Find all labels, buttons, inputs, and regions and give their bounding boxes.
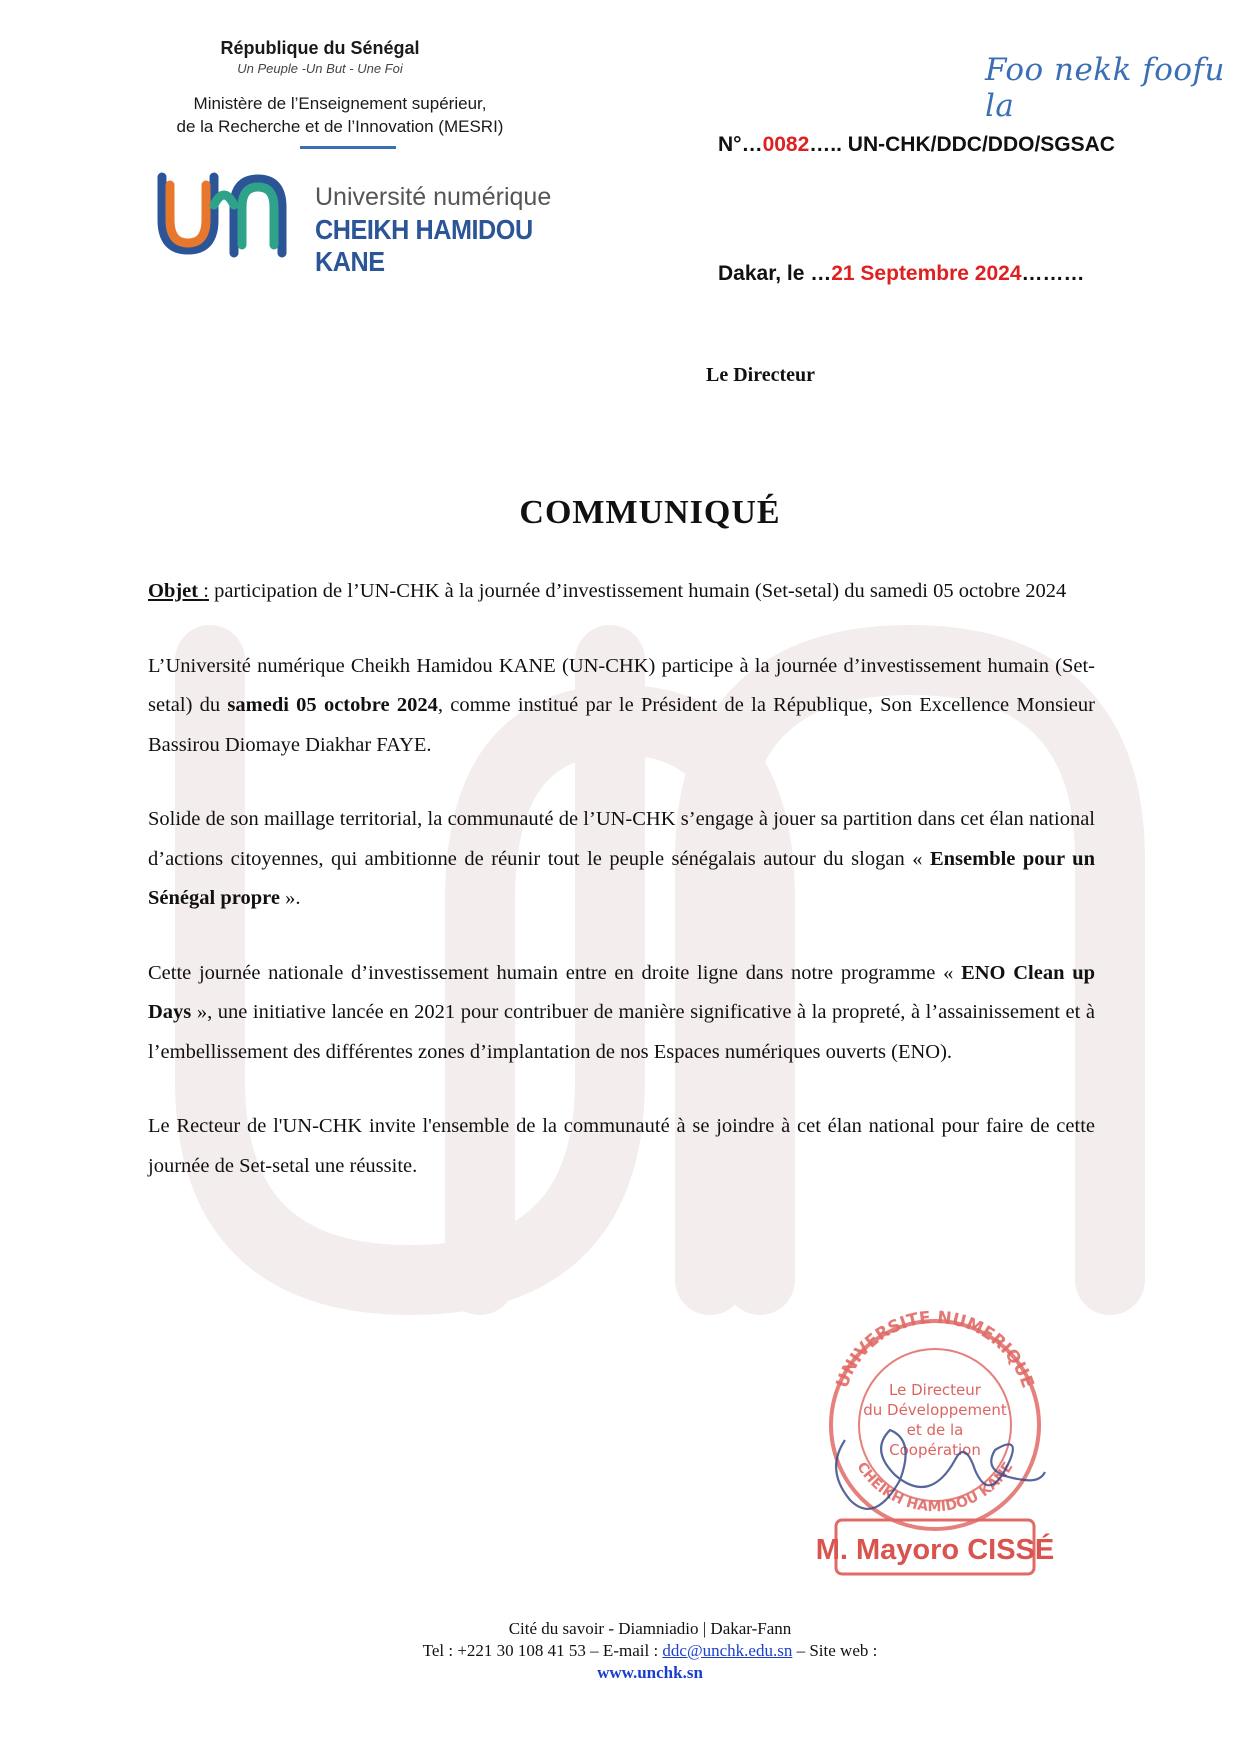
paragraph-2 [148,800,1095,919]
ministry-name [150,92,530,138]
signatory-header: Le Directeur [706,364,816,386]
footer-site-prefix: – Site web : [792,1641,878,1660]
document-body [148,572,1095,1221]
university-name-line-1: Université numérique [315,183,552,211]
university-logo [150,165,570,277]
paragraph-1-text: L’Université numérique Cheikh Hamidou KANE (UN-CHK) participe à la journée d’investissement humain (Set-setal) du [148,654,1095,716]
paragraph-2-bold: Ensemble pour un Sénégal propre [148,847,1095,909]
national-motto: Un Peuple -Un But - Une Foi [237,61,403,76]
paragraph-3 [148,954,1095,1073]
paragraph-1-bold: samedi 05 octobre 2024 [227,694,438,716]
object-colon: : [203,580,209,602]
paragraph-2-text-end: ». [279,887,301,909]
stamp-ring-text: UNIVERSITE NUMERIQUE [832,1307,1038,1391]
paragraph-3-text: Cette journée nationale d’investissement humain entre en droite ligne dans notre programme « [148,961,962,984]
object-paragraph [148,572,1095,612]
paragraph-4: Le Recteur de l'UN-CHK invite l'ensemble de la communauté à se joindre à cet élan national pour faire de cette journée de Set-setal une réussite. [148,1115,1095,1177]
stamp-line-1: Le Directeur [889,1381,981,1399]
reference-prefix: N°… [718,133,763,156]
reference-number-value: 0082 [762,133,810,156]
footer-tel: Tel : +221 30 108 41 53 – E-mail : [422,1641,663,1660]
stamp-line-4: Coopération [889,1441,981,1459]
document-title: COMMUNIQUÉ [519,494,781,531]
stamp-name: M. Mayoro CISSÉ [815,1534,1055,1566]
paragraph-1-text-end: , comme institué par le Président de la République, Son Excellence Monsieur Bassirou Diomaye Diakhar FAYE. [148,694,1095,756]
paragraph-3-bold: ENO Clean up Days [148,961,1095,1023]
object-label: Objet [148,580,204,602]
header-divider [300,146,396,149]
unchk-logo-icon [150,165,300,265]
ministry-line-2: de la Recherche et de l’Innovation (MESRI) [176,117,504,136]
object-text: participation de l’UN-CHK à la journée d’investissement humain (Set-setal) du samedi 05 octobre 2024 [208,580,1067,602]
header-institution [150,38,570,149]
stamp-bottom-ring-text: CHEIKH HAMIDOU KANE [853,1459,1017,1516]
paragraph-2-text: Solide de son maillage territorial, la communauté de l’UN-CHK s’engage à jouer sa partition dans cet élan national d’actions citoyennes, qui ambitionne de réunir tout le peuple sénégalais autour du slogan « [148,808,1095,870]
email-link[interactable]: ddc@unchk.edu.sn [662,1641,793,1660]
stamp-line-2: du Développement [863,1401,1007,1419]
republic-name: République du Sénégal [220,38,420,58]
reference-suffix: ….. UN-CHK/DDC/DDO/SGSAC [809,133,1115,156]
website-link[interactable]: www.unchk.sn [597,1663,703,1682]
footer [30,1618,1240,1684]
official-stamp [815,1300,1055,1580]
date-prefix: Dakar, le … [718,262,832,285]
paragraph-1 [148,647,1095,766]
university-name-line-2: CHEIKH HAMIDOU KANE [315,214,533,277]
reference-number [718,133,1115,157]
ministry-line-1: Ministère de l’Enseignement supérieur, [193,94,487,113]
stamp-line-3: et de la [906,1421,964,1439]
document-date [718,262,1085,286]
paragraph-3-text-end: », une initiative lancée en 2021 pour contribuer de manière significative à la propreté, à l’assainissement et à l’embellissement des différentes zones d’implantation de nos Espaces numériques ouverts (ENO). [148,1001,1095,1063]
date-value: 21 Septembre 2024 [831,262,1022,285]
date-suffix: ……… [1021,262,1085,285]
footer-contact [30,1640,1240,1662]
footer-address: Cité du savoir - Diamniadio | Dakar-Fann [508,1619,792,1638]
slogan-signature: Foo nekk foofu la [985,52,1225,124]
